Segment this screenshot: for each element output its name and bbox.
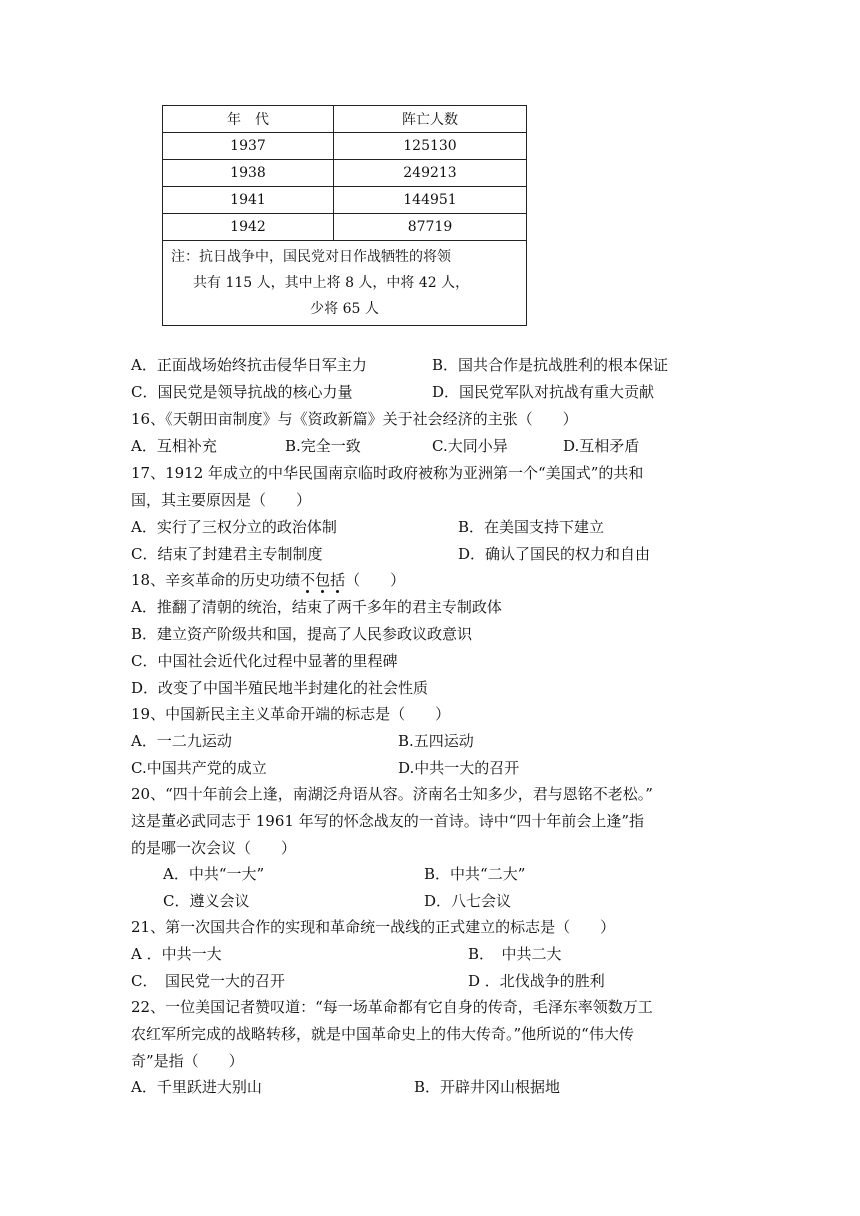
q20-stem-line3: 的是哪一次会议（ ） [131,839,297,857]
q15-option-a: A．正面战场始终抗击侵华日军主力 [131,356,367,374]
q21-stem: 21、第一次国共合作的实现和革命统一战线的正式建立的标志是（ ） [131,918,616,936]
table-note-row [163,241,527,326]
q17-option-b: B．在美国支持下建立 [458,518,605,536]
q22-option-a: A．千里跃进大别山 [131,1078,262,1096]
cell-deaths: 87719 [334,214,527,241]
note-line-3: 少将 65 人 [310,301,379,317]
q18-stem-suffix: （ ） [345,571,406,589]
q19-stem: 19、中国新民主主义革命开端的标志是（ ） [131,705,451,723]
q17-option-a: A．实行了三权分立的政治体制 [131,518,337,536]
q17-stem-line1: 17、1912 年成立的中华民国南京临时政府被称为亚洲第一个“美国式”的共和 [131,464,644,482]
q16-option-d: D.互相矛盾 [563,437,640,455]
q15-option-b: B．国共合作是抗战胜利的根本保证 [432,356,669,374]
table-row [163,214,527,241]
q21-option-a: A ．中共一大 [131,945,222,963]
q22-option-b: B．开辟井冈山根据地 [414,1078,561,1096]
q18-stem [131,570,405,590]
q19-option-d: D.中共一大的召开 [398,759,520,777]
q16-option-b: B.完全一致 [285,437,361,455]
q17-stem-line2: 国，其主要原因是（ ） [131,491,312,509]
q18-option-c: C．中国社会近代化过程中显著的里程碑 [131,652,398,670]
header-year: 年 代 [163,106,334,133]
casualty-table [162,105,527,326]
q18-option-d: D．改变了中国半殖民地半封建化的社会性质 [131,679,429,697]
q15-option-c: C．国民党是领导抗战的核心力量 [131,383,353,401]
table-note [163,241,527,326]
q20-option-d: D．八七会议 [424,892,512,910]
table-row [163,133,527,160]
q19-option-b: B.五四运动 [398,732,474,750]
table-header-row [163,106,527,133]
q18-option-b: B．建立资产阶级共和国，提高了人民参政议政意识 [131,625,473,643]
table-row [163,187,527,214]
q19-option-a: A．一二九运动 [131,732,232,750]
q21-option-b: B． 中共二大 [468,945,562,963]
table-row [163,160,527,187]
q22-stem-line2: 农红军所完成的战略转移，就是中国革命史上的伟大传奇。”他所说的“伟大传 [131,1025,634,1043]
q18-stem-prefix: 18、辛亥革命的历史功绩 [131,571,301,589]
q19-option-c: C.中国共产党的成立 [131,759,267,777]
q16-option-c: C.大同小异 [432,437,508,455]
q18-option-a: A．推翻了清朝的统治，结束了两千多年的君主专制政体 [131,598,502,616]
q15-option-d: D．国民党军队对抗战有重大贡献 [432,383,655,401]
cell-deaths: 144951 [334,187,527,214]
q20-stem-line1: 20、“四十年前会上逢，南湖泛舟语从容。济南名士知多少，君与恩铭不老松。” [131,785,653,803]
header-deaths: 阵亡人数 [334,106,527,133]
q16-option-a: A．互相补充 [131,437,217,455]
q20-option-c: C．遵义会议 [163,892,250,910]
cell-year: 1941 [163,187,334,214]
cell-deaths: 249213 [334,160,527,187]
q17-option-c: C．结束了封建君主专制制度 [131,545,323,563]
cell-year: 1938 [163,160,334,187]
q18-emphasis-char: 不 [300,571,316,589]
q22-stem-line3: 奇”是指（ ） [131,1052,244,1070]
cell-year: 1937 [163,133,334,160]
note-line-2: 共有 115 人，其中上将 8 人，中将 42 人， [193,275,470,291]
q22-stem-line1: 22、一位美国记者赞叹道：“每一场革命都有它自身的传奇，毛泽东率领数万工 [131,998,653,1016]
note-line-1: 注：抗日战争中，国民党对日作战牺牲的将领 [171,249,451,265]
q21-option-d: D ．北伐战争的胜利 [468,972,605,990]
q18-emphasis-char: 包 [315,571,331,589]
q18-emphasis-char: 括 [330,571,346,589]
q20-stem-line2: 这是董必武同志于 1961 年写的怀念战友的一首诗。诗中“四十年前会上逢”指 [131,812,645,830]
q20-option-a: A．中共“一大” [163,865,265,883]
cell-year: 1942 [163,214,334,241]
cell-deaths: 125130 [334,133,527,160]
q17-option-d: D．确认了国民的权力和自由 [458,545,651,563]
q21-option-c: C． 国民党一大的召开 [131,972,285,990]
q20-option-b: B．中共“二大” [424,865,526,883]
q16-stem: 16、《天朝田亩制度》与《资政新篇》关于社会经济的主张（ ） [131,410,578,428]
